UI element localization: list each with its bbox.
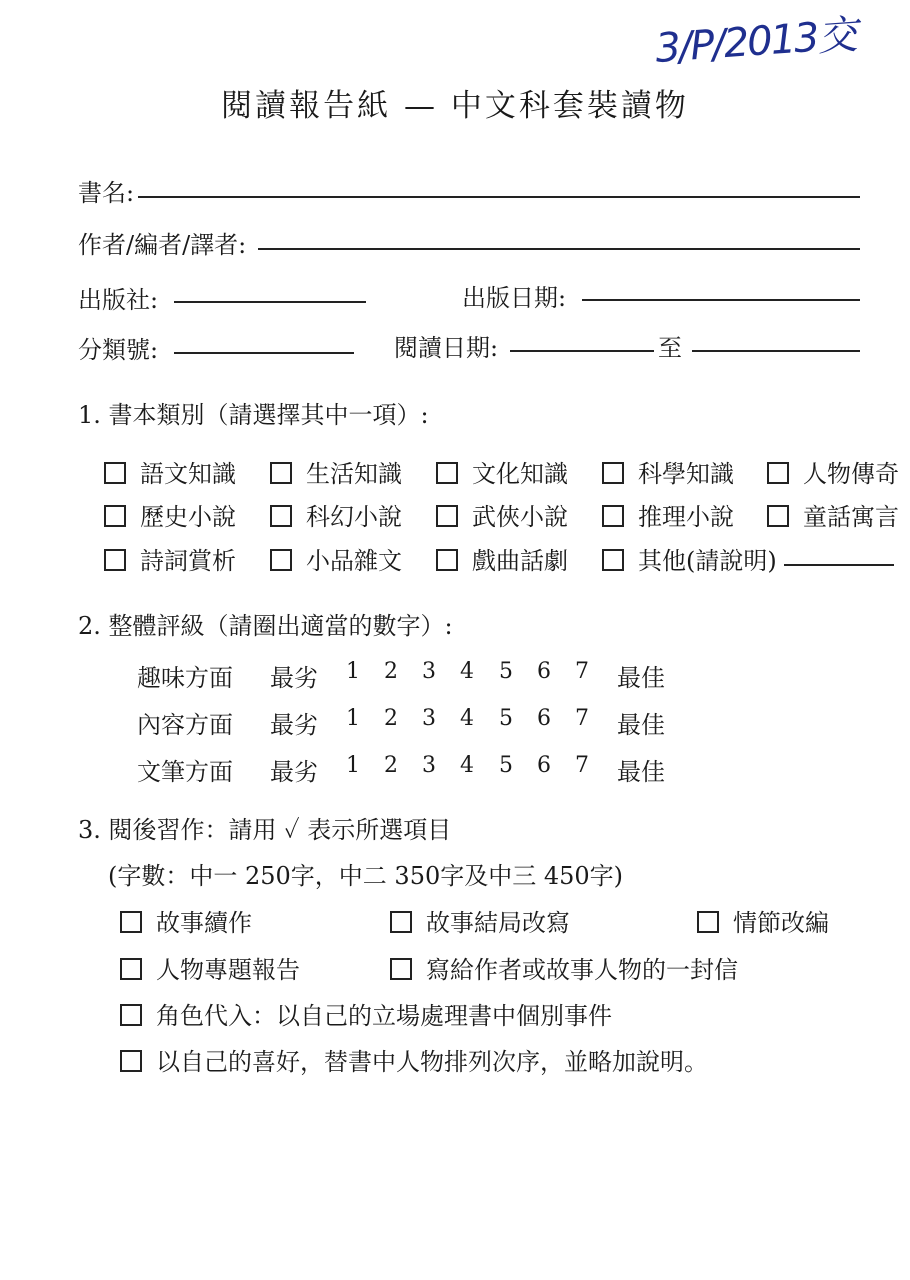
checkbox[interactable] <box>270 549 292 571</box>
exercise-option[interactable]: 情節改編 <box>697 903 829 938</box>
read-date-from-field[interactable] <box>510 350 654 352</box>
category-option[interactable]: 語文知識 <box>104 454 236 489</box>
rating-number[interactable]: 5 <box>499 659 513 684</box>
checkbox[interactable] <box>697 911 719 933</box>
rating-number[interactable]: 3 <box>422 706 436 731</box>
category-option-other[interactable]: 其他(請說明) <box>602 541 777 576</box>
rating-worst-label: 最劣 <box>270 711 318 739</box>
category-option[interactable]: 科幻小說 <box>270 497 402 532</box>
rating-row-label: 內容方面 <box>137 711 233 739</box>
checkbox[interactable] <box>120 958 142 980</box>
page-title: 閱讀報告紙 — 中文科套裝讀物 <box>221 88 689 124</box>
checkbox[interactable] <box>602 549 624 571</box>
rating-worst-label: 最劣 <box>270 758 318 786</box>
read-date-to-field[interactable] <box>692 350 860 352</box>
rating-number[interactable]: 6 <box>537 659 551 684</box>
category-option[interactable]: 歷史小說 <box>104 497 236 532</box>
read-date-label: 閱讀日期: <box>394 334 499 362</box>
rating-best-label: 最佳 <box>617 758 665 786</box>
class-no-field[interactable] <box>174 352 354 354</box>
checkbox[interactable] <box>602 462 624 484</box>
category-option[interactable]: 人物傳奇 <box>767 454 899 489</box>
section2-title: 2. 整體評級（請圈出適當的數字）: <box>78 612 453 640</box>
rating-number[interactable]: 1 <box>346 659 360 684</box>
rating-number[interactable]: 4 <box>460 659 474 684</box>
rating-number[interactable]: 4 <box>460 753 474 778</box>
rating-number[interactable]: 1 <box>346 753 360 778</box>
exercise-option[interactable]: 故事結局改寫 <box>390 903 570 938</box>
checkbox[interactable] <box>120 911 142 933</box>
publisher-label: 出版社: <box>78 286 159 314</box>
exercise-option[interactable]: 人物專題報告 <box>120 950 300 985</box>
rating-number[interactable]: 6 <box>537 753 551 778</box>
checkbox[interactable] <box>270 505 292 527</box>
author-label: 作者/編者/譯者: <box>78 231 247 259</box>
rating-number[interactable]: 5 <box>499 753 513 778</box>
rating-best-label: 最佳 <box>617 711 665 739</box>
rating-number[interactable]: 5 <box>499 706 513 731</box>
rating-number[interactable]: 2 <box>384 659 398 684</box>
exercise-option[interactable]: 角色代入：以自己的立場處理書中個別事件 <box>120 996 612 1031</box>
checkbox[interactable] <box>436 462 458 484</box>
handwritten-date-note: 3/P/2013交 <box>653 12 857 72</box>
category-option[interactable]: 武俠小說 <box>436 497 568 532</box>
category-option[interactable]: 詩詞賞析 <box>104 541 236 576</box>
checkbox[interactable] <box>104 505 126 527</box>
exercise-option[interactable]: 寫給作者或故事人物的一封信 <box>390 950 738 985</box>
checkbox[interactable] <box>270 462 292 484</box>
rating-number[interactable]: 2 <box>384 753 398 778</box>
author-field[interactable] <box>258 248 860 250</box>
checkbox[interactable] <box>104 549 126 571</box>
checkbox[interactable] <box>120 1004 142 1026</box>
book-name-label: 書名: <box>78 179 135 207</box>
publisher-field[interactable] <box>174 301 366 303</box>
rating-row-label: 文筆方面 <box>137 758 233 786</box>
exercise-option[interactable]: 故事續作 <box>120 903 252 938</box>
rating-number[interactable]: 7 <box>575 659 589 684</box>
category-option[interactable]: 文化知識 <box>436 454 568 489</box>
rating-number[interactable]: 3 <box>422 753 436 778</box>
rating-best-label: 最佳 <box>617 664 665 692</box>
category-option[interactable]: 推理小說 <box>602 497 734 532</box>
category-option[interactable]: 科學知識 <box>602 454 734 489</box>
publish-date-label: 出版日期: <box>462 284 567 312</box>
rating-number[interactable]: 4 <box>460 706 474 731</box>
class-no-label: 分類號: <box>78 336 159 364</box>
rating-row-label: 趣味方面 <box>137 664 233 692</box>
read-date-to-label: 至 <box>658 334 682 362</box>
rating-number[interactable]: 2 <box>384 706 398 731</box>
checkbox[interactable] <box>767 462 789 484</box>
rating-number[interactable]: 7 <box>575 706 589 731</box>
word-count-note: (字數：中一 250字，中二 350字及中三 450字) <box>108 862 624 890</box>
category-option[interactable]: 童話寓言 <box>767 497 899 532</box>
checkbox[interactable] <box>602 505 624 527</box>
checkbox[interactable] <box>436 505 458 527</box>
other-specify-field[interactable] <box>784 564 894 566</box>
rating-number[interactable]: 1 <box>346 706 360 731</box>
checkbox[interactable] <box>104 462 126 484</box>
checkbox[interactable] <box>120 1050 142 1072</box>
checkbox[interactable] <box>390 958 412 980</box>
rating-number[interactable]: 6 <box>537 706 551 731</box>
section1-title: 1. 書本類別（請選擇其中一項）: <box>78 401 429 429</box>
checkbox[interactable] <box>436 549 458 571</box>
rating-number[interactable]: 3 <box>422 659 436 684</box>
section3-title: 3. 閱後習作：請用 ✓ 表示所選項目 <box>78 816 452 844</box>
rating-worst-label: 最劣 <box>270 664 318 692</box>
rating-number[interactable]: 7 <box>575 753 589 778</box>
checkbox[interactable] <box>390 911 412 933</box>
checkbox[interactable] <box>767 505 789 527</box>
publish-date-field[interactable] <box>582 299 860 301</box>
category-option[interactable]: 戲曲話劇 <box>436 541 568 576</box>
book-name-field[interactable] <box>138 196 860 198</box>
category-option[interactable]: 生活知識 <box>270 454 402 489</box>
exercise-option[interactable]: 以自己的喜好，替書中人物排列次序，並略加說明。 <box>120 1042 708 1077</box>
category-option[interactable]: 小品雜文 <box>270 541 402 576</box>
